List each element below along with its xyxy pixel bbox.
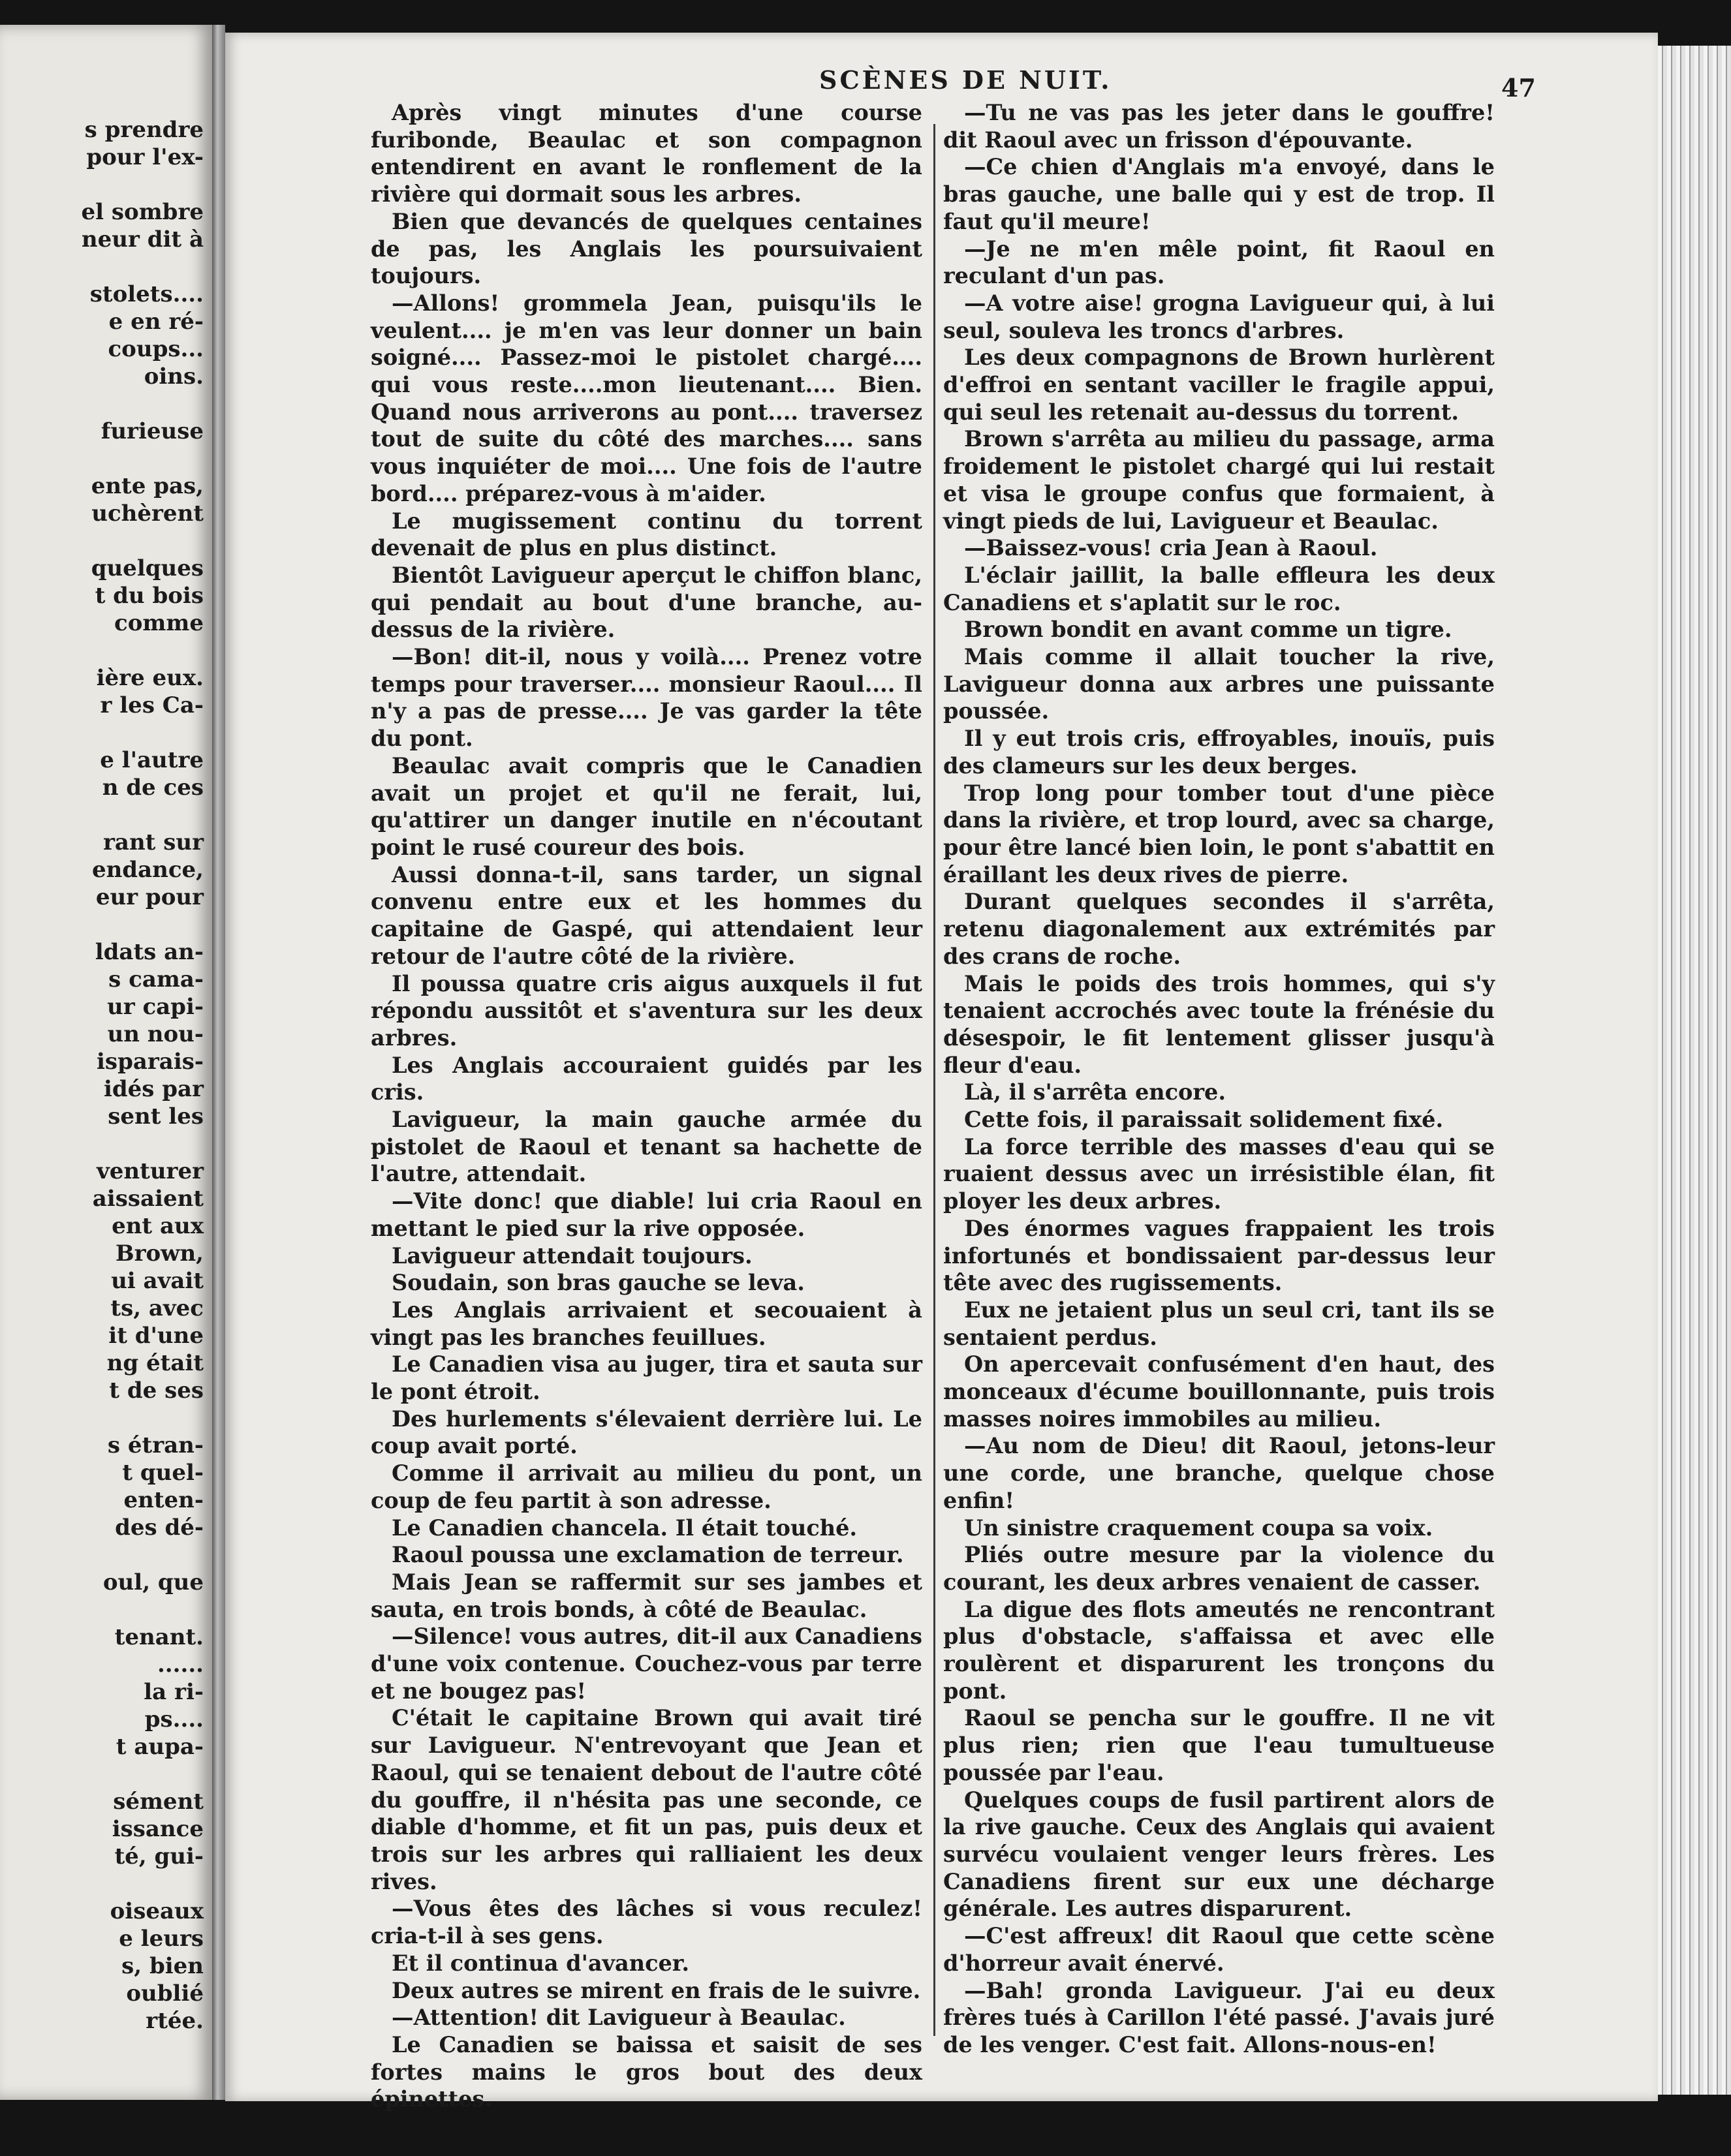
paragraph: Le mugissement continu du torrent devenait de plus en plus distinct. bbox=[371, 508, 922, 561]
paragraph: C'était le capitaine Brown qui avait tiré sur Lavigueur. N'entrevoyant que Jean et Raoul, qui se tenaient debout de l'autre côté du gouffre, il n'hésita pas une seconde, ce diable d'homme, et fit un pas, puis deux et trois sur les arbres qui ralliaient les deux rives. bbox=[371, 1705, 922, 1894]
running-title: SCÈNES DE NUIT. bbox=[819, 65, 1112, 95]
text-column-right bbox=[943, 99, 1495, 2059]
paragraph: La digue des flots ameutés ne rencontrant plus d'obstacle, s'affaissa et avec elle roulèrent et disparurent les tronçons du pont. bbox=[943, 1596, 1495, 1704]
left-page-text-fragments bbox=[0, 116, 209, 2035]
paragraph: —Ce chien d'Anglais m'a envoyé, dans le bras gauche, une balle qui y est de trop. Il faut qu'il meure! bbox=[943, 154, 1495, 234]
paragraph: Lavigueur, la main gauche armée du pistolet de Raoul et tenant sa hachette de l'autre, attendait. bbox=[371, 1107, 922, 1187]
left-page-line-fragment: ps.... bbox=[144, 1706, 204, 1732]
paragraph: —Allons! grommela Jean, puisqu'ils le veulent.... je m'en vas leur donner un bain soigné.... Passez-moi le pistolet chargé.... qui vous reste....mon lieutenant.... Bien. Quand nous arriverons au pont.... traversez tout de suite du côté des marches.... sans vous inquiéter de moi.... Une fois de l'autre bord.... préparez-vous à m'aider. bbox=[371, 290, 922, 506]
page-number: 47 bbox=[1501, 73, 1536, 102]
left-page-line-fragment: s étran- bbox=[107, 1432, 204, 1458]
left-page-line-fragment bbox=[0, 911, 204, 938]
paragraph: —Je ne m'en mêle point, fit Raoul en reculant d'un pas. bbox=[943, 236, 1495, 289]
left-page-line-fragment: uchèrent bbox=[91, 501, 204, 527]
paragraph: Eux ne jetaient plus un seul cri, tant ils se sentaient perdus. bbox=[943, 1297, 1495, 1350]
left-page-line-fragment: issance bbox=[112, 1816, 204, 1842]
left-page-line-fragment: t de ses bbox=[109, 1378, 204, 1404]
paragraph: Aussi donna-t-il, sans tarder, un signal convenu entre eux et les hommes du capitaine de Gaspé, qui attendaient leur retour de l'autre côté de la rivière. bbox=[371, 861, 922, 969]
left-page-line-fragment: rant sur bbox=[103, 829, 204, 855]
left-page-line-fragment: ts, avec bbox=[110, 1295, 204, 1321]
paragraph: Deux autres se mirent en frais de le suivre. bbox=[392, 1977, 921, 2003]
column-divider bbox=[933, 124, 935, 2036]
left-page-line-fragment: e leurs bbox=[119, 1926, 204, 1952]
left-page-line-fragment: t du bois bbox=[95, 583, 204, 609]
paragraph: Les deux compagnons de Brown hurlèrent d'effroi en sentant vaciller le fragile appui, qui seul les retenait au-dessus du torrent. bbox=[943, 345, 1495, 425]
paragraph: Le Canadien visa au juger, tira et sauta sur le pont étroit. bbox=[371, 1351, 922, 1405]
paragraph: Il poussa quatre cris aigus auxquels il fut répondu aussitôt et s'aventura sur les deux arbres. bbox=[371, 970, 922, 1051]
page-edges bbox=[1658, 46, 1731, 2095]
left-page-line-fragment: n de ces bbox=[102, 775, 204, 801]
left-page-line-fragment: ent aux bbox=[112, 1213, 204, 1239]
paragraph: L'éclair jaillit, la balle effleura les deux Canadiens et s'aplatit sur le roc. bbox=[943, 562, 1495, 615]
left-page-line-fragment: t aupa- bbox=[116, 1734, 204, 1760]
left-page-line-fragment: neur dit à bbox=[81, 226, 204, 253]
left-page-line-fragment: stolets.... bbox=[89, 281, 204, 307]
paragraph: Des énormes vagues frappaient les trois infortunés et bondissaient par-dessus leur tête avec des rugissements. bbox=[943, 1215, 1495, 1296]
paragraph: Un sinistre craquement coupa sa voix. bbox=[964, 1515, 1433, 1541]
left-page-line-fragment: el sombre bbox=[81, 199, 204, 225]
paragraph: —Baissez-vous! cria Jean à Raoul. bbox=[964, 535, 1378, 561]
paragraph: —Attention! dit Lavigueur à Beaulac. bbox=[392, 2005, 846, 2031]
left-page-line-fragment bbox=[0, 171, 204, 198]
paragraph: —A votre aise! grogna Lavigueur qui, à lui seul, souleva les troncs d'arbres. bbox=[943, 290, 1495, 343]
paragraph: Mais le poids des trois hommes, qui s'y tenaient accrochés avec toute la frénésie du désespoir, le fit lentement glisser jusqu'à fleur d'eau. bbox=[943, 970, 1495, 1078]
left-page-line-fragment: oins. bbox=[144, 363, 204, 390]
paragraph: —Bon! dit-il, nous y voilà.... Prenez votre temps pour traverser.... monsieur Raoul.... Il n'y a pas de presse.... Je vas garder la tête du pont. bbox=[371, 644, 922, 752]
paragraph: —Vous êtes des lâches si vous reculez! cria-t-il à ses gens. bbox=[371, 1896, 922, 1949]
left-page-line-fragment: quelques bbox=[91, 555, 204, 581]
paragraph: Après vingt minutes d'une course furibonde, Beaulac et son compagnon entendirent en avant le ronflement de la rivière qui dormait sous les arbres. bbox=[371, 100, 922, 208]
left-page-line-fragment: des dé- bbox=[115, 1515, 204, 1541]
paragraph: Durant quelques secondes il s'arrêta, retenu diagonalement aux extrémités par des crans de roche. bbox=[943, 889, 1495, 969]
paragraph: Brown bondit en avant comme un tigre. bbox=[964, 617, 1452, 643]
left-page-line-fragment: s prendre bbox=[84, 117, 204, 143]
left-page-line-fragment bbox=[0, 390, 204, 418]
left-page-line-fragment bbox=[0, 1130, 204, 1158]
book-gutter bbox=[212, 25, 225, 2100]
left-page-line-fragment: oiseaux bbox=[110, 1898, 204, 1924]
left-page-line-fragment: ière eux. bbox=[96, 665, 204, 691]
left-page-line-fragment: tenant. bbox=[114, 1624, 204, 1650]
left-page-line-fragment: coups... bbox=[108, 336, 204, 362]
left-page-line-fragment: oul, que bbox=[102, 1569, 204, 1595]
left-page-line-fragment: e l'autre bbox=[100, 747, 204, 773]
left-page-line-fragment bbox=[0, 445, 204, 472]
paragraph: Il y eut trois cris, effroyables, inouïs, puis des clameurs sur les deux berges. bbox=[943, 726, 1495, 778]
paragraph: Trop long pour tomber tout d'une pièce dans la rivière, et trop lourd, avec sa charge, pour être lancé bien loin, le pont s'abattit en éraillant les deux rives de pierre. bbox=[943, 780, 1495, 887]
left-page-line-fragment: it d'une bbox=[108, 1323, 204, 1349]
paragraph: —C'est affreux! dit Raoul que cette scène d'horreur avait énervé. bbox=[943, 1923, 1495, 1976]
left-page-line-fragment: ur capi- bbox=[106, 994, 204, 1020]
left-page-line-fragment bbox=[0, 527, 204, 555]
paragraph: La force terrible des masses d'eau qui se ruaient dessus avec un irrésistible élan, fit ployer les deux arbres. bbox=[943, 1133, 1495, 1214]
left-page-line-fragment: ...... bbox=[157, 1652, 204, 1678]
left-page-line-fragment: ente pas, bbox=[91, 473, 204, 499]
left-page-line-fragment: aissaient bbox=[92, 1186, 204, 1212]
left-page-line-fragment: pour l'ex- bbox=[86, 144, 204, 170]
left-page-line-fragment: enten- bbox=[123, 1487, 204, 1513]
paragraph: On apercevait confusément d'en haut, des monceaux d'écume bouillonnante, puis trois masses noires immobiles au milieu. bbox=[943, 1351, 1495, 1432]
left-page-line-fragment bbox=[0, 637, 204, 664]
paragraph: —Tu ne vas pas les jeter dans le gouffre! dit Raoul avec un frisson d'épouvante. bbox=[943, 100, 1495, 153]
left-page-line-fragment: isparais- bbox=[97, 1049, 204, 1075]
text-column-left bbox=[371, 99, 922, 2113]
paragraph: Quelques coups de fusil partirent alors de la rive gauche. Ceux des Anglais qui avaient survécu voulaient venger leurs frères. Les Canadiens firent sur eux une décharge générale. Les autres disparurent. bbox=[943, 1787, 1495, 1922]
paragraph: Raoul se pencha sur le gouffre. Il ne vit plus rien; rien que l'eau tumultueuse poussée par l'eau. bbox=[943, 1705, 1495, 1785]
left-page-line-fragment: furieuse bbox=[101, 418, 204, 444]
left-page-line-fragment: Brown, bbox=[115, 1240, 204, 1267]
paragraph: —Vite donc! que diable! lui cria Raoul en mettant le pied sur la rive opposée. bbox=[371, 1188, 922, 1241]
left-page-line-fragment bbox=[0, 801, 204, 829]
left-page-line-fragment: r les Ca- bbox=[100, 692, 204, 718]
left-page-line-fragment bbox=[0, 1404, 204, 1432]
paragraph: —Bah! gronda Lavigueur. J'ai eu deux frères tués à Carillon l'été passé. J'avais juré de les venger. C'est fait. Allons-nous-en! bbox=[943, 1977, 1495, 2057]
left-page-line-fragment bbox=[0, 1870, 204, 1898]
paragraph: Les Anglais arrivaient et secouaient à vingt pas les branches feuillues. bbox=[371, 1297, 922, 1350]
paragraph: Mais Jean se raffermit sur ses jambes et sauta, en trois bonds, à côté de Beaulac. bbox=[371, 1569, 922, 1622]
paragraph: Beaulac avait compris que le Canadien avait un projet et qu'il ne ferait, lui, qu'attirer un danger inutile en n'écoutant point le rusé coureur des bois. bbox=[371, 752, 922, 860]
paragraph: Les Anglais accouraient guidés par les cris. bbox=[371, 1052, 922, 1105]
paragraph: Mais comme il allait toucher la rive, Lavigueur donna aux arbres une puissante poussée. bbox=[943, 644, 1495, 724]
paragraph: Là, il s'arrêta encore. bbox=[964, 1079, 1226, 1105]
left-page-line-fragment: t quel- bbox=[122, 1460, 204, 1486]
paragraph: Le Canadien chancela. Il était touché. bbox=[392, 1515, 858, 1541]
left-page-line-fragment: comme bbox=[114, 610, 204, 636]
left-page-line-fragment: ui avait bbox=[111, 1268, 204, 1294]
paragraph: Bien que devancés de quelques centaines de pas, les Anglais les poursuivaient toujours. bbox=[371, 208, 922, 289]
left-page-line-fragment: s cama- bbox=[108, 966, 204, 993]
left-page-line-fragment bbox=[0, 1541, 204, 1569]
left-page-line-fragment: la ri- bbox=[144, 1679, 204, 1705]
left-page-line-fragment: rtée. bbox=[146, 2008, 204, 2034]
left-page-line-fragment: sent les bbox=[108, 1103, 204, 1130]
left-page-line-fragment: e en ré- bbox=[108, 309, 204, 335]
paragraph: Pliés outre mesure par la violence du courant, les deux arbres venaient de casser. bbox=[943, 1542, 1495, 1595]
paragraph: Soudain, son bras gauche se leva. bbox=[392, 1270, 805, 1296]
paragraph: Comme il arrivait au milieu du pont, un coup de feu partit à son adresse. bbox=[371, 1460, 922, 1513]
left-page-line-fragment: endance, bbox=[91, 857, 204, 883]
left-page-line-fragment bbox=[0, 719, 204, 747]
paragraph: Brown s'arrêta au milieu du passage, arma froidement le pistolet chargé qui lui restait et visa le groupe confus que formaient, à vingt pieds de lui, Lavigueur et Beaulac. bbox=[943, 426, 1495, 534]
left-page-line-fragment: venturer bbox=[97, 1158, 204, 1184]
left-page-line-fragment: eur pour bbox=[95, 884, 204, 910]
paragraph: Raoul poussa une exclamation de terreur. bbox=[392, 1542, 904, 1568]
paragraph: —Silence! vous autres, dit-il aux Canadiens d'une voix contenue. Couchez-vous par terre et ne bougez pas! bbox=[371, 1624, 922, 1704]
left-page-line-fragment: idés par bbox=[103, 1076, 204, 1102]
paragraph: Et il continua d'avancer. bbox=[392, 1950, 690, 1976]
left-page-line-fragment: té, gui- bbox=[114, 1843, 204, 1870]
left-page-line-fragment: s, bien bbox=[121, 1953, 204, 1979]
left-page-line-fragment bbox=[0, 1761, 204, 1788]
left-page-line-fragment: oublié bbox=[126, 1980, 204, 2007]
paragraph: Cette fois, il paraissait solidement fixé. bbox=[964, 1107, 1444, 1133]
paragraph: Des hurlements s'élevaient derrière lui. Le coup avait porté. bbox=[371, 1406, 922, 1459]
left-page-line-fragment: ng était bbox=[106, 1350, 204, 1376]
left-page bbox=[0, 25, 212, 2100]
left-page-line-fragment: sément bbox=[113, 1789, 204, 1815]
left-page-line-fragment: ldats an- bbox=[95, 939, 204, 965]
paragraph: Lavigueur attendait toujours. bbox=[392, 1242, 753, 1269]
left-page-line-fragment bbox=[0, 1596, 204, 1624]
paragraph: Le Canadien se baissa et saisit de ses fortes mains le gros bout des deux épinettes. bbox=[371, 2031, 922, 2112]
left-page-line-fragment bbox=[0, 253, 204, 281]
paragraph: Bientôt Lavigueur aperçut le chiffon blanc, qui pendait au bout d'une branche, au-dessus de la rivière. bbox=[371, 562, 922, 643]
left-page-line-fragment: un nou- bbox=[107, 1021, 204, 1047]
paragraph: —Au nom de Dieu! dit Raoul, jetons-leur une corde, une branche, quelque chose enfin! bbox=[943, 1433, 1495, 1513]
